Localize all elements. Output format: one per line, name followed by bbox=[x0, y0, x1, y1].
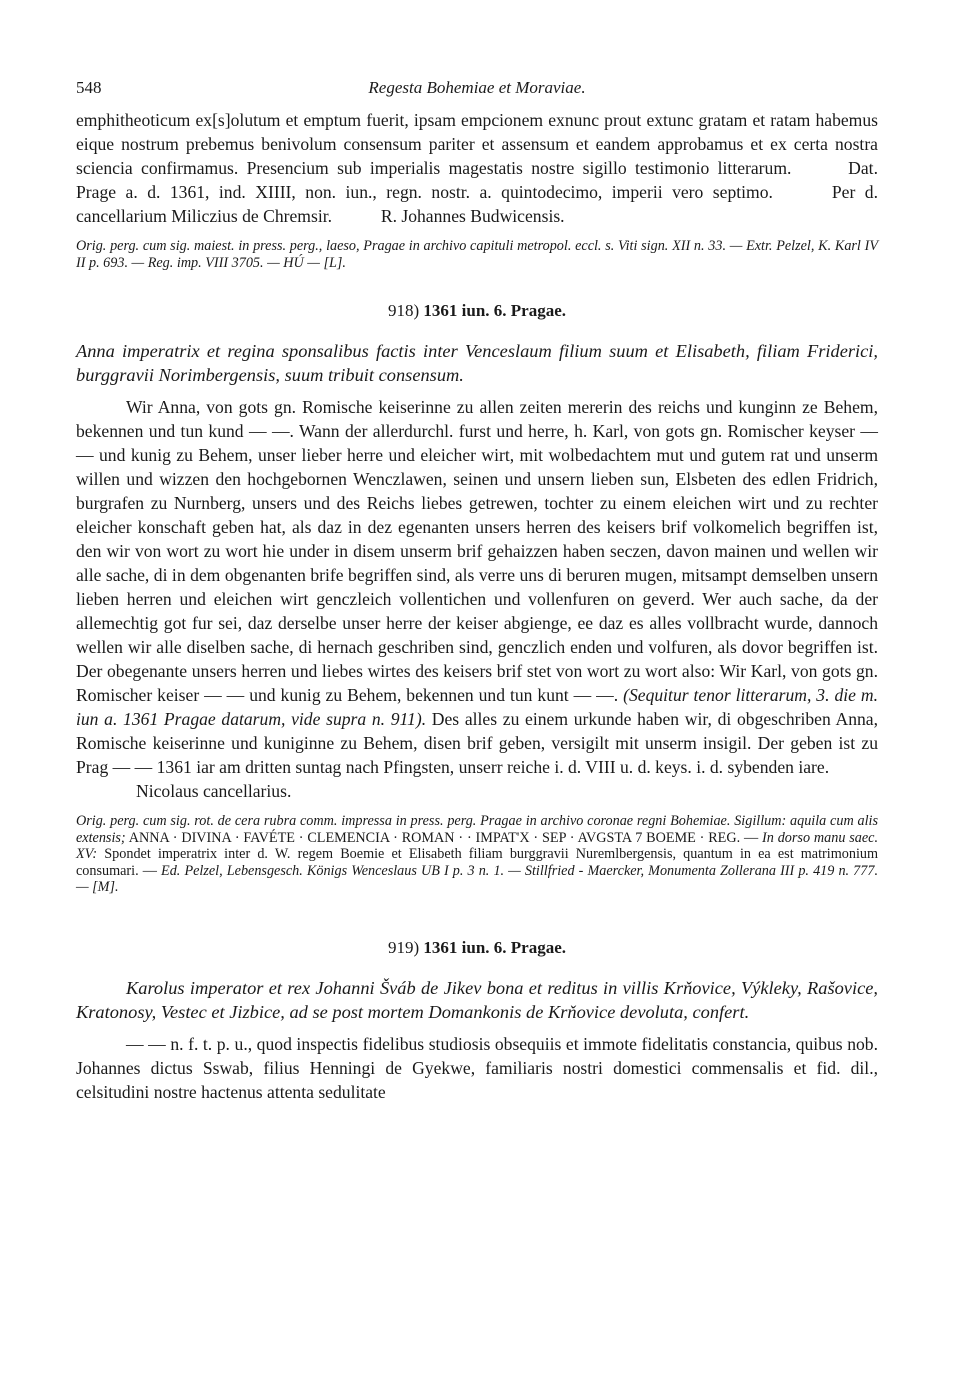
previous-entry-text bbox=[76, 108, 878, 228]
running-head bbox=[76, 78, 878, 108]
entry-918-text-main: Wir Anna, von gots gn. Romische keiserinne zu allen zeiten mererin des reichs und kunginn ze Behem, bekennen und tun kund — —. Wann der allerdurchl. furst und herre, h. Karl, von gots gn. Romischer keyser — — und kunig zu Behem, unser lieber herre und eleicher wirt, mit wolbedachtem mut und gutem rat und unserm willen und wizzen den hochgebornen Wenczlawen, seinen und unsern lieben sun, Elsbeten des edlen Fridrich, burgrafen zu Nurnberg, unsers und des Reichs liebes getrewen, tochter zu einem eleichen wirt und zu rechter eleicher konschaft geben hat, als daz in dez egenanten unsers herren des keisers brif volkomelich begriffen ist, den wir von wort zu wort hie under in disem unserm brif gehaizzen haben seczen, davon mainen und wellen wir alle sache, di in dem obgenanten brife begriffen sind, als verre uns di beruren mugen, mitsampt demselben unsern lieben herren und eleichen wirt genczleich vollentichen und vollenfuren on geverd. Wer auch sache, da der allemechtig got fur sei, daz derselbe unser herre der keiser abgienge, ee daz es alles vollbracht wurde, dannoch wellen wir alle diselben sache, di hernach geschriben sind, genczlich enden und volfuren, als dovor begriffen ist. Der obegenante unsers herren und liebes wirtes des keisers brif stet von wort zu wort also: Wir Karl, von gots gn. Romischer keiser — — und kunig zu Behem, bekennen und tun kunt — —. bbox=[76, 397, 878, 705]
entry-918-text bbox=[76, 395, 878, 779]
entry-918-date: 1361 iun. 6. Pragae. bbox=[423, 301, 567, 320]
entry-918-text-closing: Des alles zu einem urkunde haben wir, di obgeschriben Anna, Romische keiserinne und kuniginne zu Behem, disen brif geben, versigilt mit unserm insigil. Der geben ist zu Prag — — 1361 iar am dritten suntag nach Pfingsten, unserr reiche i. d. VIII u. d. keys. i. d. sybenden iare. bbox=[76, 709, 878, 777]
entry-918-regest: Anna imperatrix et regina sponsalibus factis inter Venceslaum filium suum et Elisabeth, filiam Friderici, burggravii Norimbergensis, suum tribuit consensum. bbox=[76, 341, 878, 385]
entry-918-footnote-a: Orig. perg. cum sig. rot. de cera rubra comm. impressa in press. perg. Pragae in archivo coronae regni Bohemiae. Sigillum: aquila cum alis extensis; bbox=[76, 813, 878, 846]
entry-918-number: 918) bbox=[387, 301, 420, 320]
entry-918-footnote-c: In dorso manu saec. XV: bbox=[76, 829, 879, 862]
entry-918-heading bbox=[76, 301, 878, 321]
previous-entry-body: emphitheoticum ex[s]olutum et emptum fuerit, ipsam empcionem exnunc prout extunc gratam et ratam habemus eique nostrum prebemus benivolum consensum pariter et assensum et eandem approbamus et ex certa nostra sciencia confirmamus. Presencium sub imperialis magestatis nostre sigillo testimonio litterarum. bbox=[76, 110, 878, 178]
previous-entry-footnote bbox=[76, 238, 878, 271]
entry-918-footnote-e: Ed. Pelzel, Lebensgesch. Königs Wenceslaus UB I p. 3 n. 1. — Stillfried - Maercker, Monumenta Zollerana III p. 419 n. 777. — [M]. bbox=[76, 862, 879, 895]
previous-entry-footnote-text: Orig. perg. cum sig. maiest. in press. perg., laeso, Pragae in archivo capituli metropol. eccl. s. Viti sign. XII n. 33. — Extr. Pelzel, K. Karl IV II p. 693. — Reg. imp. VIII 3705. — HÚ — [L]. bbox=[76, 238, 878, 271]
dorsal-note: Spondet imperatrix inter d. W. regem Boemie et Elisabeth filiam burggravii Nuremlbergensis, quantum in ea est matrimonium consumari. — bbox=[76, 846, 879, 879]
entry-919-regest: Karolus imperator et rex Johanni Šváb de Jikev bona et reditus in villis Krňovice, Výkleky, Rašovice, Kratonosy, Vestec et Jizbice, ad se post mortem Domankonis de Krňovice devoluta, confert. bbox=[76, 977, 878, 1022]
entry-919-number: 919) bbox=[387, 937, 420, 957]
page-number: 548 bbox=[76, 78, 102, 97]
entry-918-text-italic: (Sequitur tenor litterarum, 3. die m. iun a. 1361 Pragae datarum, vide supra n. 911). bbox=[76, 685, 878, 729]
document-page bbox=[76, 78, 878, 1104]
entry-919-date: 1361 iun. 6. Pragae. bbox=[423, 937, 567, 957]
dating-clause: Dat. Prage a. d. 1361, ind. XIIII, non. iun., regn. nostr. a. quintodecimo, imperii vero septimo. bbox=[76, 158, 878, 202]
journal-title: Regesta Bohemiae et Moraviae. bbox=[368, 78, 586, 97]
entry-919-heading bbox=[76, 938, 878, 958]
entry-918-signer: Nicolaus cancellarius. bbox=[136, 781, 292, 801]
entry-918-footnote bbox=[76, 813, 878, 896]
seal-legend: ANNA · DIVINA · FAVÉTE · CLEMENCIA · ROMAN · · IMPAT'X · SEP · AVGSTA 7 BOEME · REG. — bbox=[128, 829, 759, 846]
entry-919-text: — — n. f. t. p. u., quod inspectis fidelibus studiosis obsequiis et immote fidelitatis constancia, quibus nob. Johannes dictus Sswab, filius Henningi de Gyekwe, familiaris nostri domestici commensalis et fid. dil., celsitudini nostre hactenus attenta sedulitate bbox=[76, 1033, 878, 1102]
chancery-note: Per d. cancellarium Miliczius de Chremsir. bbox=[76, 182, 879, 226]
registrar-note: R. Johannes Budwicensis. bbox=[380, 206, 565, 226]
